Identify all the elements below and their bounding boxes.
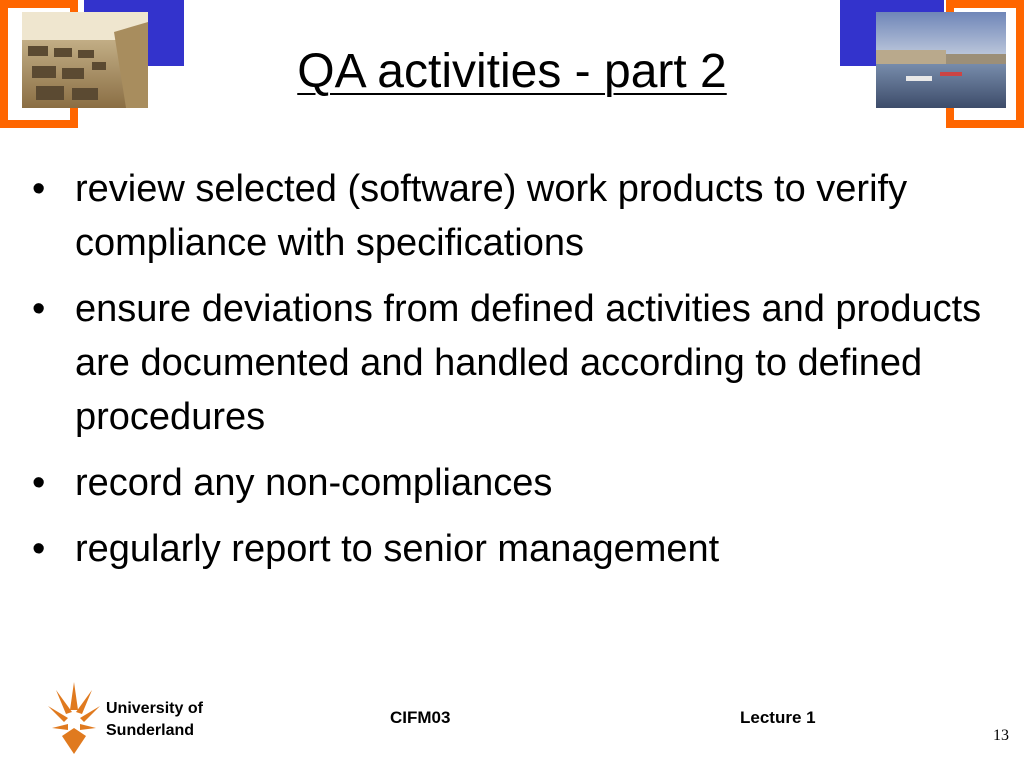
- bullet-item: [30, 162, 990, 270]
- bullet-text: review selected (software) work products to verify compliance with specifications: [75, 168, 908, 264]
- bullet-text: regularly report to senior management: [75, 528, 720, 570]
- bullet-icon: •: [32, 168, 46, 210]
- university-name: [106, 698, 203, 742]
- bullet-icon: •: [32, 288, 46, 330]
- sunderland-flame-logo: [46, 680, 102, 756]
- university-name-line2: Sunderland: [106, 722, 195, 739]
- slide-title: QA activities - part 2: [297, 45, 727, 98]
- bullet-item: [30, 522, 990, 576]
- bullet-icon: •: [32, 528, 46, 570]
- bullet-text: record any non-compliances: [75, 462, 553, 504]
- bullet-text: ensure deviations from defined activities and products are documented and handled according to defined procedures: [75, 288, 982, 438]
- university-name-line1: University of: [106, 700, 203, 717]
- bullet-icon: •: [32, 462, 46, 504]
- course-code: CIFM03: [390, 708, 451, 727]
- bullet-item: [30, 282, 990, 444]
- bullet-list: [30, 162, 990, 588]
- bullet-item: [30, 456, 990, 510]
- lecture-label: Lecture 1: [740, 708, 816, 727]
- page-number: 13: [993, 727, 1009, 744]
